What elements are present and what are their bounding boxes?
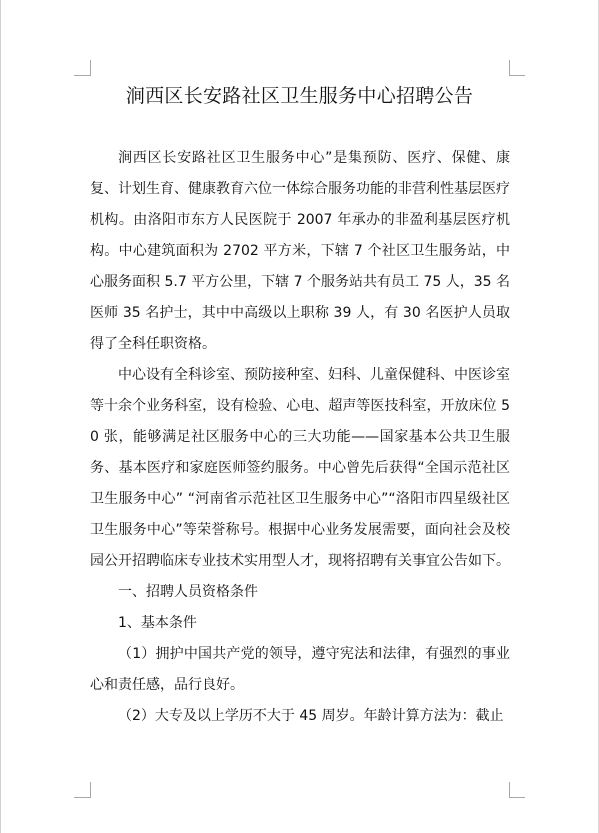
paragraph-departments: 中心设有全科诊室、预防接种室、妇科、儿童保健科、中医诊室等十余个业务科室，设有检验、心电、超声等医技科室，开放床位 50 张，能够满足社区服务中心的三大功能——国家基本公共卫生服务、基本医疗和家庭医师签约服务。中心曾先后获得“全国示范社区卫生服务中心” “河南省示范社区卫生服务中心”“洛阳市四星级社区卫生服务中心”等荣誉称号。根据中心业务发展需要，面向社会及校园公开招聘临床专业技术实用型人才，现将招聘有关事宜公告如下。 [90, 367, 510, 569]
subsection-heading-basic-conditions: 1、基本条件 [118, 615, 197, 631]
paragraph-intro: 涧西区长安路社区卫生服务中心”是集预防、医疗、保健、康复、计划生育、健康教育六位一体综合服务功能的非营利性基层医疗机构。由洛阳市东方人民医院于 2007 年承办的非盈利基层医疗机构。中心建筑面积为 2702 平方米，下辖 7 个社区卫生服务站，中心服务面积 5.7 平方公里，下辖 7 个服务站共有员工 75 人，35 名医师 35 名护士，其中中高级以上职称 39 人，有 30 名医护人员取得了全科任职资格。 [90, 150, 510, 352]
crop-mark-bottom-left-v [90, 782, 91, 798]
crop-mark-bottom-left-h [74, 797, 90, 798]
condition-item-1: （1）拥护中国共产党的领导，遵守宪法和法律，有强烈的事业心和责任感，品行良好。 [90, 646, 510, 693]
crop-mark-top-right-v [509, 60, 510, 76]
document-title: 涧西区长安路社区卫生服务中心招聘公告 [125, 85, 474, 107]
crop-mark-top-right-h [509, 75, 525, 76]
crop-mark-top-left-h [74, 75, 90, 76]
crop-mark-bottom-right-h [509, 797, 525, 798]
crop-mark-top-left-v [90, 60, 91, 76]
page-left-edge [0, 0, 1, 833]
crop-mark-bottom-right-v [509, 782, 510, 798]
section-heading-qualifications: 一、招聘人员资格条件 [118, 584, 258, 600]
condition-item-2: （2）大专及以上学历不大于 45 周岁。年龄计算方法为：截止 [118, 708, 504, 724]
document-body [90, 143, 510, 732]
